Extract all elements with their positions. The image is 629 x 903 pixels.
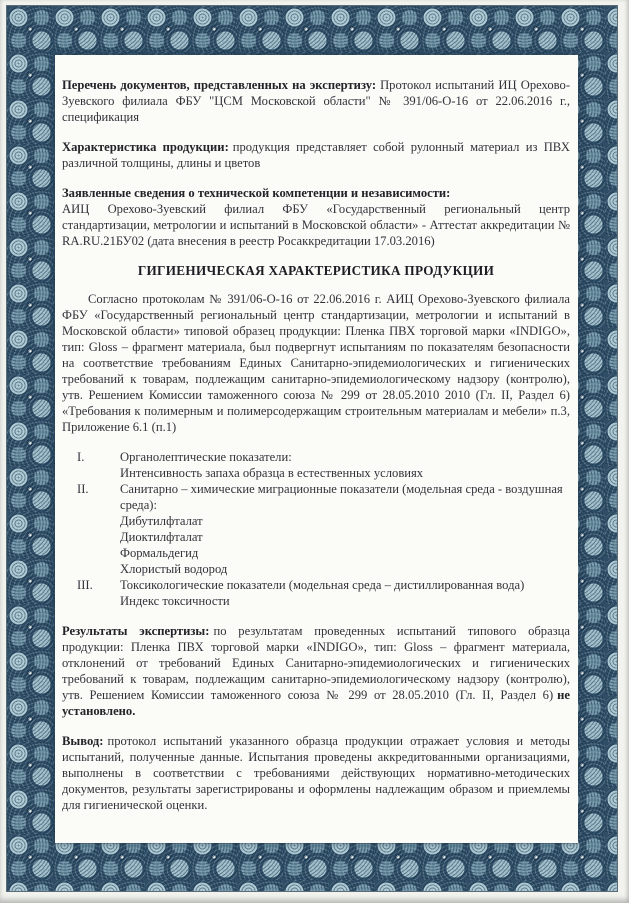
indicators-list — [62, 449, 570, 609]
paragraph-documents-list — [62, 77, 570, 125]
list-item-number: I. — [77, 450, 85, 464]
list-item-line: Санитарно – химические миграционные показатели (модельная среда - воздушная среда): — [120, 482, 563, 512]
paragraph-competence-info — [62, 185, 570, 249]
paragraph-product-characteristic — [62, 139, 570, 171]
list-item-line: Диоктилфталат — [120, 530, 203, 544]
product-characteristic-text: продукция представляет собой рулонный материал из ПВХ различной толщины, длины и цветов — [62, 140, 570, 170]
list-item — [62, 481, 570, 577]
conclusion-label: Вывод: — [62, 734, 104, 748]
list-item-body — [120, 577, 570, 609]
list-item-line: Дибутилфталат — [120, 514, 203, 528]
list-item-number: III. — [77, 578, 93, 592]
list-item-line: Токсикологические показатели (модельная среда – дистиллированная вода) — [120, 578, 525, 592]
documents-list-label: Перечень документов, представленных на экспертизу: — [62, 78, 377, 92]
list-item-line: Формальдегид — [120, 546, 199, 560]
hygienic-characteristic-heading: ГИГИЕНИЧЕСКАЯ ХАРАКТЕРИСТИКА ПРОДУКЦИИ — [137, 263, 495, 278]
paragraph-expertise-results — [62, 623, 570, 719]
paragraph-intro-protocols: Согласно протоколам № 391/06-О-16 от 22.06.2016 г. АИЦ Орехово-Зуевского филиала ФБУ «Государственный региональный центр стандартизации, метрологии и испытаний в Московской области» типовой образец продукции: Пленка ПВХ торговой марки «INDIGO», тип: Gloss – фрагмент материала, был подвергнут испытаниям по показателям безопасности на соответствие требованиям Единых Санитарно-эпидемиологических и гигиенических требований к товарам, подлежащим санитарно-эпидемиологическому надзору (контролю), утв. Решением Комиссии таможенного союза № 299 от 28.05.2010 2010 (Гл. II, Раздел 6) «Требования к полимерным и полимерсодержащим строительным материалам и мебели» п.3, Приложение 6.1 (п.1) — [62, 292, 570, 434]
list-item-line: Хлористый водород — [120, 562, 228, 576]
list-item-line: Индекс токсичности — [120, 594, 230, 608]
expertise-results-text: по результатам проведенных испытаний типового образца продукции: Пленка ПВХ торговой марки «INDIGO», тип: Gloss – фрагмент материала, отклонений от требований Единых Санитарно-эпидемиологических и гигиенических требований к товарам, подлежащим санитарно-эпидемиологическому надзору (контролю), утв. Решением Комиссии таможенного союза № 299 от 28.05.2010 (Гл. II, Раздел 6) — [62, 624, 570, 702]
product-characteristic-label: Характеристика продукции: — [62, 140, 229, 154]
conclusion-text: протокол испытаний указанного образца продукции отражает условия и методы испытаний, полученные данные. Испытания проведены аккредитованными организациями, выполнены в соответствии с требованиями действующих нормативно-методических документов, результаты зарегистрированы и оформлены надлежащим образом и приемлемы для гигиенической оценки. — [62, 734, 570, 812]
list-item-line: Интенсивность запаха образца в естественных условиях — [120, 466, 424, 480]
paragraph-conclusion — [62, 733, 570, 813]
document-sheet — [55, 55, 578, 843]
list-item-number: II. — [77, 482, 89, 496]
competence-info-text: АИЦ Орехово-Зуевский филиал ФБУ «Государственный региональный центр стандартизации, метрологии и испытаний в Московской области» - Аттестат аккредитации № RA.RU.21БУ02 (дата внесения в реестр Росаккредитации 17.03.2016) — [62, 202, 570, 248]
expertise-results-label: Результаты экспертизы: — [62, 624, 210, 638]
list-item-body — [120, 481, 570, 577]
documents-list-text: Протокол испытаний ИЦ Орехово-Зуевского филиала ФБУ "ЦСМ Московской области" № 391/06-О-16 от 22.06.2016 г., спецификация — [62, 78, 571, 124]
competence-info-label: Заявленные сведения о технической компетенции и независимости: — [62, 186, 451, 200]
list-item-body — [120, 449, 570, 481]
list-item — [62, 449, 570, 481]
expertise-results-verdict: не установлено. — [62, 688, 570, 718]
list-item-line: Органолептические показатели: — [120, 450, 292, 464]
list-item — [62, 577, 570, 609]
